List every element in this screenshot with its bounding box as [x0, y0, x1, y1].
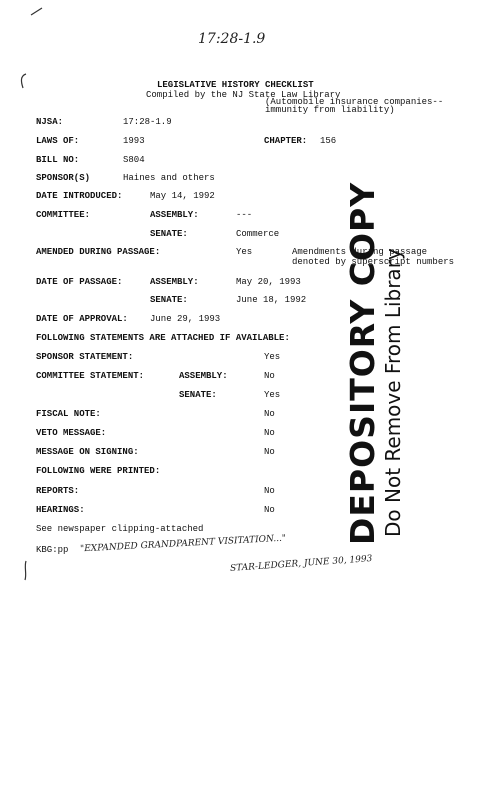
laws-of-label: LAWS OF: [36, 136, 80, 146]
printed-heading: FOLLOWING WERE PRINTED: [36, 466, 161, 476]
bill-description-line1: (Automobile insurance companies-- [265, 97, 444, 107]
document-subtitle: Compiled by the NJ State Law Library [146, 90, 341, 100]
fiscal-note-label: FISCAL NOTE: [36, 409, 101, 419]
date-introduced-value: May 14, 1992 [150, 191, 215, 201]
bill-no-value: S804 [123, 155, 145, 165]
passage-senate-label: SENATE: [150, 295, 188, 305]
document-title: LEGISLATIVE HISTORY CHECKLIST [157, 80, 314, 90]
date-of-passage-label: DATE OF PASSAGE: [36, 277, 123, 287]
sponsors-value: Haines and others [123, 173, 215, 183]
committee-senate-label: SENATE: [150, 229, 188, 239]
handwritten-article-title: "EXPANDED GRANDPARENT VISITATION..." [79, 533, 287, 555]
committee-assembly-label: ASSEMBLY: [150, 210, 199, 220]
sponsors-label: SPONSOR(S) [36, 173, 91, 183]
date-introduced-label: DATE INTRODUCED: [36, 191, 123, 201]
njsa-label: NJSA: [36, 117, 64, 127]
committee-statement-assembly-value: No [264, 371, 275, 381]
message-on-signing-label: MESSAGE ON SIGNING: [36, 447, 139, 457]
bill-no-label: BILL NO: [36, 155, 80, 165]
scan-mark-top [30, 6, 44, 16]
chapter-label: CHAPTER: [264, 136, 308, 146]
njsa-value: 17:28-1.9 [123, 117, 172, 127]
committee-statement-senate-value: Yes [264, 390, 281, 400]
hearings-value: No [264, 505, 275, 515]
message-on-signing-value: No [264, 447, 275, 457]
committee-label: COMMITTEE: [36, 210, 91, 220]
committee-senate-value: Commerce [236, 229, 280, 239]
fiscal-note-value: No [264, 409, 275, 419]
committee-statement-assembly-label: ASSEMBLY: [179, 371, 228, 381]
depository-copy-stamp [345, 182, 404, 545]
amended-note-line2: denoted by superscript numbers [292, 257, 455, 267]
chapter-value: 156 [320, 136, 337, 146]
amended-note-line1: Amendments during passage [292, 247, 428, 257]
date-of-approval-value: June 29, 1993 [150, 314, 221, 324]
newspaper-clipping-note: See newspaper clipping-attached [36, 524, 204, 534]
statements-heading: FOLLOWING STATEMENTS ARE ATTACHED IF AVAILABLE: [36, 333, 290, 343]
bill-description-line2: immunity from liability) [265, 105, 395, 115]
passage-senate-value: June 18, 1992 [236, 295, 307, 305]
handwritten-statute-number: 17:28-1.9 [198, 31, 266, 47]
sponsor-statement-label: SPONSOR STATEMENT: [36, 352, 134, 362]
committee-assembly-value: --- [236, 210, 253, 220]
passage-assembly-label: ASSEMBLY: [150, 277, 199, 287]
kbg-initials: KBG:pp [36, 545, 69, 555]
veto-message-label: VETO MESSAGE: [36, 428, 107, 438]
stamp-depository-copy: DEPOSITORY COPY [343, 181, 382, 545]
committee-statement-label: COMMITTEE STATEMENT: [36, 371, 145, 381]
veto-message-value: No [264, 428, 275, 438]
stamp-do-not-remove: Do Not Remove From Library [381, 248, 405, 537]
scan-mark-bottom [22, 560, 30, 582]
reports-value: No [264, 486, 275, 496]
reports-label: REPORTS: [36, 486, 80, 496]
hearings-label: HEARINGS: [36, 505, 85, 515]
amended-value: Yes [236, 247, 253, 257]
date-of-approval-label: DATE OF APPROVAL: [36, 314, 128, 324]
amended-label: AMENDED DURING PASSAGE: [36, 247, 161, 257]
committee-statement-senate-label: SENATE: [179, 390, 217, 400]
laws-of-value: 1993 [123, 136, 145, 146]
handwritten-source-note: STAR-LEDGER, JUNE 30, 1993 [229, 554, 373, 574]
scan-mark-left [18, 72, 30, 90]
sponsor-statement-value: Yes [264, 352, 281, 362]
passage-assembly-value: May 20, 1993 [236, 277, 301, 287]
